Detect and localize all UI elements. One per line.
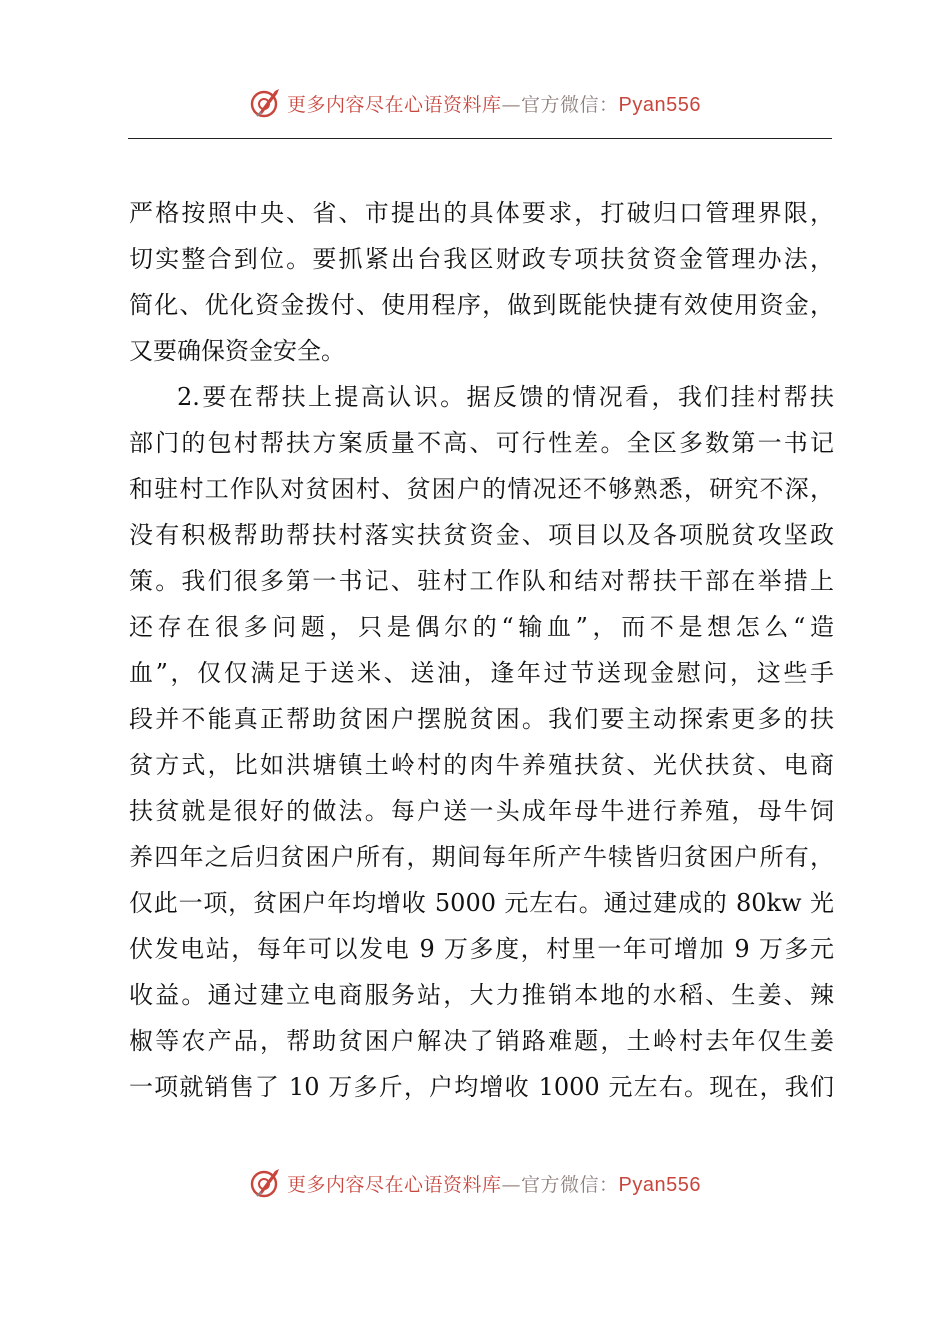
footer-dash: — xyxy=(501,1173,522,1196)
text-line: 伏发电站，每年可以发电 9 万多度，村里一年可增加 9 万多元 xyxy=(129,935,834,963)
document-body xyxy=(129,190,834,1110)
header-wechat-id: Pyan556 xyxy=(618,93,701,116)
text-line: 养四年之后归贫困户所有，期间每年所产牛犊皆归贫困户所有， xyxy=(129,843,834,871)
text-line: 血”，仅仅满足于送米、送油，逢年过节送现金慰问，这些手 xyxy=(129,659,834,687)
page-header-watermark xyxy=(0,82,950,124)
text-line: 一项就销售了 10 万多斤，户均增收 1000 元左右。现在，我们 xyxy=(129,1073,834,1101)
text-line: 严格按照中央、省、市提出的具体要求，打破归口管理界限， xyxy=(129,199,834,227)
text-line: 收益。通过建立电商服务站，大力推销本地的水稻、生姜、辣 xyxy=(129,981,834,1009)
text-line: 简化、优化资金拨付、使用程序，做到既能快捷有效使用资金， xyxy=(129,291,834,319)
text-line: 和驻村工作队对贫困村、贫困户的情况还不够熟悉，研究不深， xyxy=(129,475,834,503)
text-line: 扶贫就是很好的做法。每户送一头成年母牛进行养殖，母牛饲 xyxy=(129,797,834,825)
footer-brand: 更多内容尽在心语资料库 xyxy=(287,1173,502,1196)
header-watermark-text xyxy=(287,90,701,117)
text-line: 还存在很多问题，只是偶尔的“输血”，而不是想怎么“造 xyxy=(129,613,834,641)
text-line: 椒等农产品，帮助贫困户解决了销路难题，土岭村去年仅生姜 xyxy=(129,1027,834,1055)
text-line: 段并不能真正帮助贫困户摆脱贫困。我们要主动探索更多的扶 xyxy=(129,705,834,733)
footer-watermark-text xyxy=(287,1170,701,1197)
text-line: 2.要在帮扶上提高认识。据反馈的情况看，我们挂村帮扶 xyxy=(177,383,834,411)
header-official-label: 官方微信： xyxy=(521,93,619,116)
text-line: 切实整合到位。要抓紧出台我区财政专项扶贫资金管理办法， xyxy=(129,245,834,273)
text-line: 策。我们很多第一书记、驻村工作队和结对帮扶干部在举措上 xyxy=(129,567,834,595)
text-line: 仅此一项，贫困户年均增收 5000 元左右。通过建成的 80kw 光 xyxy=(129,889,834,917)
footer-wechat-id: Pyan556 xyxy=(618,1173,701,1196)
text-line: 没有积极帮助帮扶村落实扶贫资金、项目以及各项脱贫攻坚政 xyxy=(129,521,834,549)
footer-official-label: 官方微信： xyxy=(521,1173,619,1196)
page-footer-watermark xyxy=(0,1162,950,1204)
text-line: 又要确保资金安全。 xyxy=(129,337,345,365)
quill-logo-icon xyxy=(249,86,283,120)
text-line: 贫方式，比如洪塘镇土岭村的肉牛养殖扶贫、光伏扶贫、电商 xyxy=(129,751,834,779)
text-line: 部门的包村帮扶方案质量不高、可行性差。全区多数第一书记 xyxy=(129,429,834,457)
header-dash: — xyxy=(501,93,522,116)
quill-logo-icon xyxy=(249,1166,283,1200)
header-divider xyxy=(128,138,832,139)
header-brand: 更多内容尽在心语资料库 xyxy=(287,93,502,116)
